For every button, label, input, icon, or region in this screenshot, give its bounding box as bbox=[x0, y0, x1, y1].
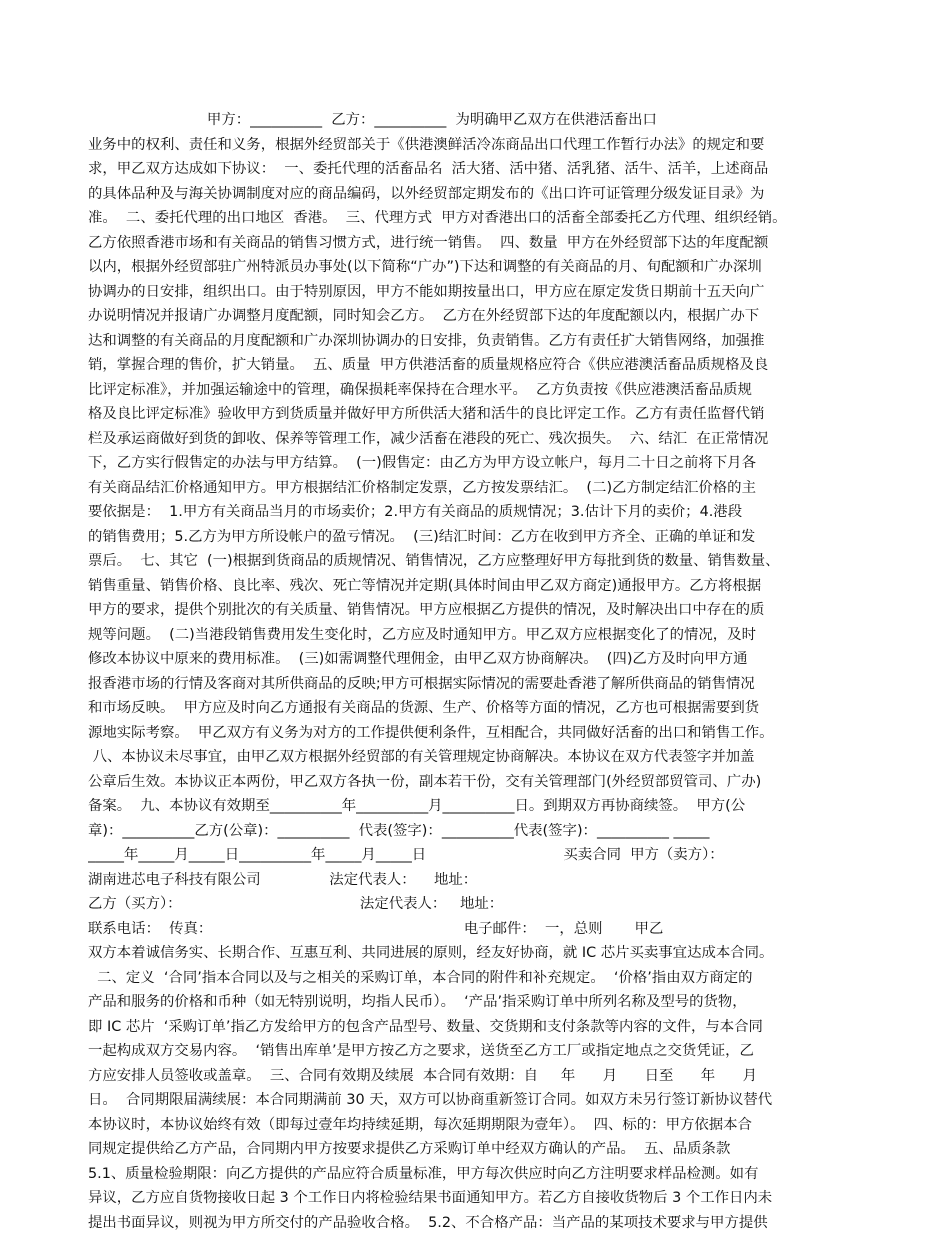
document-line: 即 IC 芯片 ‘采购订单’指乙方发给甲方的包含产品型号、数量、交货期和支付条款等内容的文件，与本合同 bbox=[88, 1018, 763, 1035]
document-line: 八、本协议未尽事宜，由甲乙双方根据外经贸部的有关管理规定协商解决。本协议在双方代表签字并加盖 bbox=[88, 749, 755, 765]
document-line: 的销售费用；5.乙方为甲方所设帐户的盈亏情况。 (三)结汇时间：乙方在收到甲方齐全、正确的单证和发 bbox=[88, 528, 756, 545]
document-line: 提出书面异议，则视为甲方所交付的产品验收合格。 5.2、不合格产品：当产品的某项技术要求与甲方提供 bbox=[88, 1214, 768, 1231]
document-line: 同规定提供给乙方产品，合同期内甲方按要求提供乙方采购订单中经双方确认的产品。 五、品质条款 bbox=[88, 1141, 731, 1157]
document-line: 章)：__________乙方(公章)：__________ 代表(签字)：__________代表(签字)：__________ _____ bbox=[88, 822, 710, 839]
document-line: 联系电话： 传真： 电子邮件： 一，总则 甲乙 bbox=[88, 920, 664, 937]
document-line: 湖南进芯电子科技有限公司 法定代表人： 地址： bbox=[88, 871, 478, 888]
document-line: 备案。 九、本协议有效期至__________年__________月__________日。到期双方再协商续签。 甲方(公 bbox=[88, 798, 746, 814]
document-line: 格及良比评定标准》验收甲方到货质量并做好甲方所供活大猪和活牛的良比评定工作。乙方有责任监督代销 bbox=[88, 406, 765, 422]
document-line: 二、定义 ‘合同’指本合同以及与之相关的采购订单，本合同的附件和补充规定。 ‘价格’指由双方商定的 bbox=[88, 969, 753, 986]
document-line: 业务中的权利、责任和义务，根据外经贸部关于《供港澳鲜活冷冻商品出口代理工作暂行办法》的规定和要 bbox=[88, 136, 765, 153]
document-line: 下，乙方实行假售定的办法与甲方结算。 (一)假售定：由乙方为甲方设立帐户，每月二十日之前将下月各 bbox=[88, 455, 756, 471]
document-line: 异议，乙方应自货物接收日起 3 个工作日内将检验结果书面通知甲方。若乙方自接收货物后 3 个工作日内未 bbox=[88, 1190, 773, 1206]
document-line: 源地实际考察。 甲乙双方有义务为对方的工作提供便利条件，互相配合，共同做好活畜的出口和销售工作。 bbox=[88, 724, 774, 741]
document-line: 本协议时，本协议始终有效（即每过壹年均持续延期，每次延期期限为壹年）。 四、标的：甲方依据本合 bbox=[88, 1116, 752, 1133]
document-line: 甲方：__________ 乙方：__________ 为明确甲乙双方在供港活畜出口 bbox=[88, 112, 657, 128]
document-line: _____年_____月_____日__________年_____月_____日 买卖合同 甲方（卖方）： bbox=[88, 847, 724, 863]
document-line: 栏及承运商做好到货的卸收、保养等管理工作，减少活畜在港段的死亡、残次损失。 六、结汇 在正常情况 bbox=[88, 430, 769, 447]
document-line: 双方本着诚信务实、长期合作、互惠互利、共同进展的原则，经友好协商，就 IC 芯片买卖事宜达成本合同。 bbox=[88, 945, 774, 961]
document-line: 销售重量、销售价格、良比率、残次、死亡等情况并定期(具体时间由甲乙双方商定)通报甲方。乙方将根据 bbox=[88, 577, 762, 594]
document-line: 票后。 七、其它 (一)根据到货商品的质规情况、销售情况，乙方应整理好甲方每批到货的数量、销售数量、 bbox=[88, 553, 780, 569]
document-line: 乙方（买方）： 法定代表人： 地址： bbox=[88, 896, 504, 912]
document-line: 甲方的要求，提供个别批次的有关质量、销售情况。甲方应根据乙方提供的情况，及时解决出口中存在的质 bbox=[88, 602, 765, 618]
document-line: 日。 合同期限届满续展：本合同期满前 30 天，双方可以协商重新签订合同。如双方未另行签订新协议替代 bbox=[88, 1092, 773, 1108]
document-line: 修改本协议中原来的费用标准。 (三)如需调整代理佣金，由甲乙双方协商解决。 (四)乙方及时向甲方通 bbox=[88, 651, 748, 667]
document-line: 要依据是： 1.甲方有关商品当月的市场卖价；2.甲方有关商品的质规情况；3.估计下月的卖价；4.港段 bbox=[88, 504, 743, 520]
document-line: 协调办的日安排，组织出口。由于特别原因，甲方不能如期按量出口，甲方应在原定发货日期前十五天向广 bbox=[88, 283, 765, 300]
document-line: 有关商品结汇价格通知甲方。甲方根据结汇价格制定发票，乙方按发票结汇。 (二)乙方制定结汇价格的主 bbox=[88, 479, 756, 496]
document-line: 的具体品种及与海关协调制度对应的商品编码，以外经贸部定期发布的《出口许可证管理分级发证目录》为 bbox=[88, 185, 765, 202]
document-line: 方应安排人员签收或盖章。 三、合同有效期及续展 本合同有效期：自 年 月 日至 年 月 bbox=[88, 1067, 758, 1084]
document-line: 一起构成双方交易内容。 ‘销售出库单’是甲方按乙方之要求，送货至乙方工厂或指定地点之交货凭证，乙 bbox=[88, 1043, 754, 1059]
document-line: 求，甲乙双方达成如下协议： 一、委托代理的活畜品名 活大猪、活中猪、活乳猪、活牛、活羊，上述商品 bbox=[88, 161, 769, 177]
document-line: 准。 二、委托代理的出口地区 香港。 三、代理方式 甲方对香港出口的活畜全部委托乙方代理、组织经销。 bbox=[88, 210, 787, 226]
document-line: 和市场反映。 甲方应及时向乙方通报有关商品的货源、生产、价格等方面的情况，乙方也可根据需要到货 bbox=[88, 700, 760, 716]
document-line: 达和调整的有关商品的月度配额和广办深圳协调办的日安排，负责销售。乙方有责任扩大销售网络，加强推 bbox=[88, 332, 765, 349]
document-line: 公章后生效。本协议正本两份，甲乙双方各执一份，副本若干份，交有关管理部门(外经贸部贸管司、广办) bbox=[88, 773, 762, 790]
document-line: 销，掌握合理的售价，扩大销量。 五、质量 甲方供港活畜的质量规格应符合《供应港澳活畜品质规格及良 bbox=[88, 357, 769, 373]
document-line: 比评定标准》，并加强运输途中的管理，确保损耗率保持在合理水平。 乙方负责按《供应港澳活畜品质规 bbox=[88, 381, 752, 398]
document-line: 5.1、质量检验期限：向乙方提供的产品应符合质量标准，甲方每次供应时向乙方注明要求样品检测。如有 bbox=[88, 1165, 759, 1182]
document-line: 以内，根据外经贸部驻广州特派员办事处(以下简称“广办”)下达和调整的有关商品的月、旬配额和广办深圳 bbox=[88, 259, 762, 275]
document-line: 报香港市场的行情及客商对其所供商品的反映;甲方可根据实际情况的需要赴香港了解所供商品的销售情况 bbox=[88, 675, 755, 692]
document-line: 乙方依照香港市场和有关商品的销售习惯方式，进行统一销售。 四、数量 甲方在外经贸部下达的年度配额 bbox=[88, 234, 769, 251]
document-line: 办说明情况并报请广办调整月度配额，同时知会乙方。 乙方在外经贸部下达的年度配额以内，根据广办下 bbox=[88, 308, 760, 324]
document-line: 规等问题。 (二)当港段销售费用发生变化时，乙方应及时通知甲方。甲乙双方应根据变化了的情况，及时 bbox=[88, 626, 756, 643]
document-line: 产品和服务的价格和币种（如无特别说明，均指人民币）。 ‘产品’指采购订单中所列名称及型号的货物， bbox=[88, 994, 747, 1010]
